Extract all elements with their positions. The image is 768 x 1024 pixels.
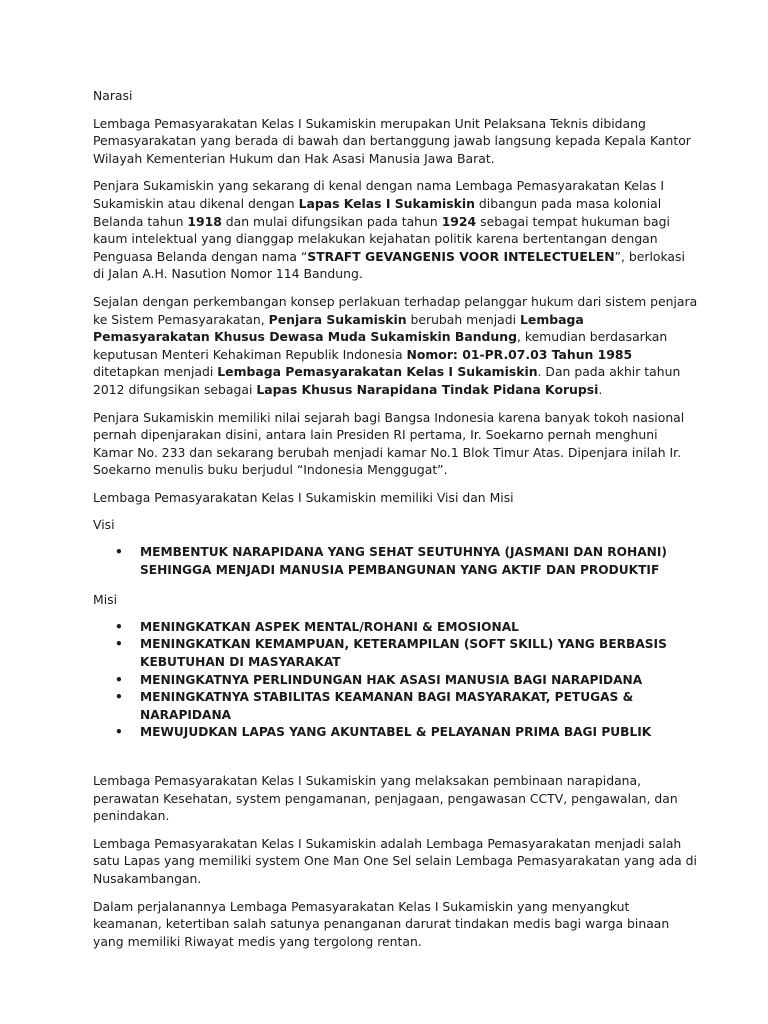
- visi-item-text: MEMBENTUK NARAPIDANA YANG SEHAT SEUTUHNYA (JASMANI DAN ROHANI) SEHINGGA MENJADI MANUSIA PEMBANGUNAN YANG AKTIF DAN PRODUKTIF: [140, 545, 667, 577]
- misi-item: [93, 724, 698, 742]
- misi-list: [93, 619, 698, 742]
- paragraph-significance: Penjara Sukamiskin memiliki nilai sejarah bagi Bangsa Indonesia karena banyak tokoh nasional pernah dipenjarakan disini, antara lain Presiden RI pertama, Ir. Soekarno pernah menghuni Kamar No. 233 dan sekarang berubah menjadi kamar No.1 Blok Timur Atas. Dipenjara inilah Ir. Soekarno menulis buku berjudul “Indonesia Menggugat”.: [93, 409, 685, 478]
- document-title: Narasi: [93, 88, 133, 103]
- misi-heading: Misi: [93, 592, 118, 608]
- paragraph-development: [93, 293, 698, 399]
- text-run: Penjara Sukamiskin yang sekarang di kenal dengan nama Lembaga Pemasyarakatan Kelas I Sukamiskin atau dikenal dengan: [93, 178, 665, 211]
- misi-item-text: MEWUJUDKAN LAPAS YANG AKUNTABEL & PELAYANAN PRIMA BAGI PUBLIK: [140, 725, 652, 740]
- text-run: .: [598, 381, 603, 397]
- bold-run: Lembaga Pemasyarakatan Khusus Dewasa Muda Sukamiskin Bandung: [93, 311, 584, 345]
- bullet-icon: •: [115, 545, 123, 560]
- misi-item: [93, 689, 698, 724]
- misi-item-text: MENINGKATKAN KEMAMPUAN, KETERAMPILAN (SOFT SKILL) YANG BERBASIS KEBUTUHAN DI MASYARAKAT: [140, 637, 667, 670]
- text-run: ditetapkan menjadi: [93, 364, 218, 380]
- bold-run: Nomor: 01-PR.07.03 Tahun 1985: [406, 346, 633, 362]
- text-run: . Dan pada akhir tahun 2012 difungsikan sebagai: [93, 364, 681, 397]
- misi-item: [93, 672, 698, 690]
- bold-run: Lapas Kelas I Sukamiskin: [298, 195, 475, 211]
- bold-run: Lapas Khusus Narapidana Tindak Pidana Korupsi: [256, 381, 599, 397]
- bold-run: Lembaga Pemasyarakatan Kelas I Sukamiskin: [217, 364, 538, 380]
- text-run: dan mulai difungsikan pada tahun: [221, 213, 442, 229]
- misi-item: [93, 636, 698, 671]
- misi-item-text: MENINGKATNYA STABILITAS KEAMANAN BAGI MASYARAKAT, PETUGAS & NARAPIDANA: [140, 690, 634, 722]
- bullet-icon: •: [115, 672, 123, 687]
- text-run: sebagai tempat hukuman bagi kaum intelektual yang dianggap melakukan kejahatan politik karena bertentangan dengan Penguasa Belanda dengan nama “: [93, 213, 670, 264]
- paragraph-one-man-one-cell: Lembaga Pemasyarakatan Kelas I Sukamiskin adalah Lembaga Pemasyarakatan menjadi salah satu Lapas yang memiliki system One Man One Sel selain Lembaga Pemasyarakatan yang ada di Nusakambangan.: [93, 835, 697, 886]
- bullet-icon: •: [115, 725, 123, 740]
- visi-list: [93, 544, 698, 579]
- text-run: berubah menjadi: [406, 311, 521, 327]
- paragraph-intro: Lembaga Pemasyarakatan Kelas I Sukamiskin merupakan Unit Pelaksana Teknis dibidang Pemasyarakatan yang berada di bawah dan bertanggung jawab langsung kepada Kepala Kantor Wilayah Kementerian Hukum dan Hak Asasi Manusia Jawa Barat.: [93, 115, 691, 166]
- bold-run: 1918: [187, 213, 222, 229]
- paragraph-services: Lembaga Pemasyarakatan Kelas I Sukamiskin yang melaksakan pembinaan narapidana, perawatan Kesehatan, system pengamanan, penjagaan, pengawasan CCTV, pengawalan, dan penindakan.: [93, 773, 678, 824]
- text-run: Sejalan dengan perkembangan konsep perlakuan terhadap pelanggar hukum dari sistem penjara ke Sistem Pemasyarakatan,: [93, 293, 698, 327]
- bold-run: Penjara Sukamiskin: [268, 311, 407, 327]
- bullet-icon: •: [115, 619, 123, 634]
- text-run: dibangun pada masa kolonial Belanda tahun: [93, 195, 662, 229]
- bold-run: STRAFT GEVANGENIS VOOR INTELECTUELEN: [307, 248, 615, 264]
- visi-item: [93, 544, 698, 579]
- paragraph-medical: Dalam perjalanannya Lembaga Pemasyarakatan Kelas I Sukamiskin yang menyangkut keamanan, ketertiban salah satunya penanganan darurat tindakan medis bagi warga binaan yang memiliki Riwayat medis yang tergolong rentan.: [93, 898, 670, 949]
- text-run: , kemudian berdasarkan keputusan Menteri Kehakiman Republik Indonesia: [93, 329, 668, 362]
- misi-item: [93, 619, 698, 637]
- visi-heading: Visi: [93, 517, 115, 533]
- misi-item-text: MENINGKATKAN ASPEK MENTAL/ROHANI & EMOSIONAL: [140, 619, 519, 634]
- bullet-icon: •: [115, 690, 123, 705]
- misi-item-text: MENINGKATNYA PERLINDUNGAN HAK ASASI MANUSIA BAGI NARAPIDANA: [140, 672, 643, 687]
- text-run: ”, berlokasi di Jalan A.H. Nasution Nomor 114 Bandung.: [93, 248, 685, 282]
- bold-run: 1924: [441, 213, 477, 229]
- bullet-icon: •: [115, 637, 123, 652]
- paragraph-history: [93, 177, 698, 283]
- paragraph-visi-misi-intro: Lembaga Pemasyarakatan Kelas I Sukamiskin memiliki Visi dan Misi: [93, 489, 514, 505]
- blank-line: [93, 754, 698, 772]
